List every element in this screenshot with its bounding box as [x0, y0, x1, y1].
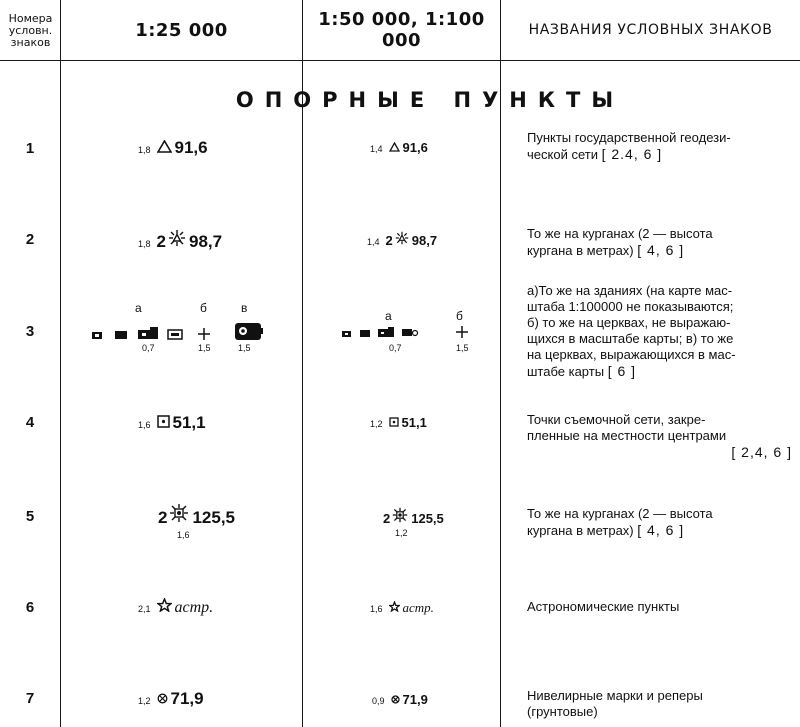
description: [527, 226, 792, 259]
elevation-value: 98,7: [188, 232, 223, 251]
benchmark-icon: [157, 693, 168, 704]
symbol-small-survey-point: [370, 415, 427, 430]
label-a: а: [385, 309, 392, 323]
square-dot-icon: [389, 417, 399, 427]
description-line: щихся в масштабе карты; в) то же: [527, 331, 734, 346]
description-line: ческой сети: [527, 147, 598, 162]
description-line: (грунтовые): [527, 704, 598, 719]
row-number: 4: [25, 414, 35, 431]
elevation-value: 125,5: [411, 511, 444, 526]
kurgan-height: 2: [383, 511, 391, 526]
symbol-size: 1,2: [138, 696, 151, 706]
kurgan-height: 2: [158, 508, 168, 527]
star-square-icon: [392, 507, 408, 523]
symbol-small-triangle: [370, 140, 428, 155]
description-line: а)То же на зданиях (на карте мас-: [527, 283, 733, 298]
symbol-large-kurgan: [138, 229, 222, 252]
star-triangle-icon: [168, 229, 186, 247]
description-line: кургана в метрах): [527, 523, 634, 538]
elevation-value: 51,1: [172, 413, 206, 432]
row-number: 7: [25, 690, 35, 707]
building-symbols-small: [340, 323, 475, 345]
header-scale-large: 1:25 000: [135, 19, 228, 41]
astro-label: астр.: [174, 599, 214, 616]
description-line: б) то же на церквах, не выражаю-: [527, 315, 731, 330]
symbol-small-kurgan: [367, 231, 437, 248]
description: [527, 506, 792, 539]
description: [527, 412, 792, 461]
description-line: Нивелирные марки и реперы: [527, 688, 703, 703]
header-number-column: [1, 0, 60, 60]
star-icon: [389, 601, 400, 612]
triangle-icon: [389, 142, 400, 152]
header-scale-small: 1:50 000, 1:100 000: [318, 9, 485, 51]
label-v: в: [241, 301, 248, 315]
reference: [ 2.4, 6 ]: [601, 146, 663, 162]
row-number: 3: [25, 323, 35, 340]
elevation-value: 91,6: [174, 138, 208, 157]
elevation-value: 98,7: [411, 233, 438, 248]
row-number: 1: [25, 140, 35, 157]
symbol-large-benchmark: [138, 689, 204, 709]
astro-label: астр.: [402, 600, 434, 615]
reference: [ 4, 6 ]: [637, 522, 685, 538]
dim-b: 1,5: [198, 343, 211, 353]
label-b: б: [456, 309, 463, 323]
header-number-line-3: знаков: [10, 36, 51, 49]
header-names: НАЗВАНИЯ УСЛОВНЫХ ЗНАКОВ: [528, 22, 773, 38]
row-number: 2: [25, 231, 35, 248]
symbol-size: 1,6: [370, 604, 383, 614]
building-symbols-large: [90, 320, 270, 344]
symbol-size: 1,2: [370, 419, 383, 429]
description-line: Астрономические пункты: [527, 599, 680, 614]
reference: [ 2,4, 6 ]: [731, 444, 792, 460]
symbol-large-kurgan-survey: [158, 503, 235, 528]
symbol-size: 0,9: [372, 696, 385, 706]
reference: [ 4, 6 ]: [637, 242, 685, 258]
description-line: пленные на местности центрами: [527, 428, 727, 443]
symbol-size: 1,6: [138, 420, 151, 430]
dim-v: 1,5: [238, 343, 251, 353]
header-divider: [0, 60, 800, 61]
symbol-large-astro: [138, 598, 213, 617]
symbol-size: 2,1: [138, 604, 151, 614]
symbol-small-astro: [370, 600, 434, 616]
header-number-line-2: условн.: [8, 24, 53, 37]
triangle-icon: [157, 140, 172, 153]
dim-a: 0,7: [142, 343, 155, 353]
kurgan-height: 2: [385, 233, 393, 248]
symbol-small-kurgan-survey: [383, 507, 444, 526]
symbol-size: 1,8: [138, 145, 151, 155]
symbol-size: 1,4: [370, 144, 383, 154]
kurgan-height: 2: [156, 232, 166, 251]
symbol-large-triangle: [138, 138, 208, 158]
dim-a: 0,7: [389, 343, 402, 353]
square-dot-icon: [157, 415, 170, 428]
description-line: Пункты государственной геодези-: [527, 130, 731, 145]
label-a: а: [135, 301, 142, 315]
symbol-size: 1,8: [138, 239, 151, 249]
row-number: 6: [25, 599, 35, 616]
elevation-value: 91,6: [402, 140, 428, 155]
description-line: То же на курганах (2 — высота: [527, 506, 713, 521]
section-title: ОПОРНЫЕ ПУНКТЫ: [235, 88, 625, 112]
symbol-size: 1,6: [177, 530, 190, 540]
description-line: То же на курганах (2 — высота: [527, 226, 713, 241]
symbol-size: 1,4: [367, 237, 380, 247]
star-triangle-icon: [395, 231, 409, 245]
reference: [ 6 ]: [607, 363, 637, 379]
description-line: штабе карты: [527, 364, 605, 379]
description-line: кургана в метрах): [527, 243, 634, 258]
star-square-icon: [169, 503, 189, 523]
description: [527, 130, 792, 163]
description: [527, 283, 792, 380]
elevation-value: 125,5: [192, 508, 236, 527]
elevation-value: 71,9: [402, 692, 428, 707]
label-b: б: [200, 301, 207, 315]
header-number-line-1: Номера: [8, 12, 53, 25]
description: [527, 599, 792, 615]
star-icon: [157, 598, 172, 612]
description: [527, 688, 792, 720]
description-line: Точки съемочной сети, закре-: [527, 412, 706, 427]
description-line: на церквах, выражающихся в мас-: [527, 347, 736, 362]
symbol-large-survey-point: [138, 413, 206, 433]
description-line: штаба 1:100000 не показываются;: [527, 299, 734, 314]
benchmark-icon: [391, 695, 400, 704]
elevation-value: 51,1: [401, 415, 427, 430]
elevation-value: 71,9: [170, 689, 204, 708]
symbol-small-benchmark: [372, 692, 428, 707]
row-number: 5: [25, 508, 35, 525]
dim-b: 1,5: [456, 343, 469, 353]
symbol-size: 1,2: [395, 528, 408, 538]
